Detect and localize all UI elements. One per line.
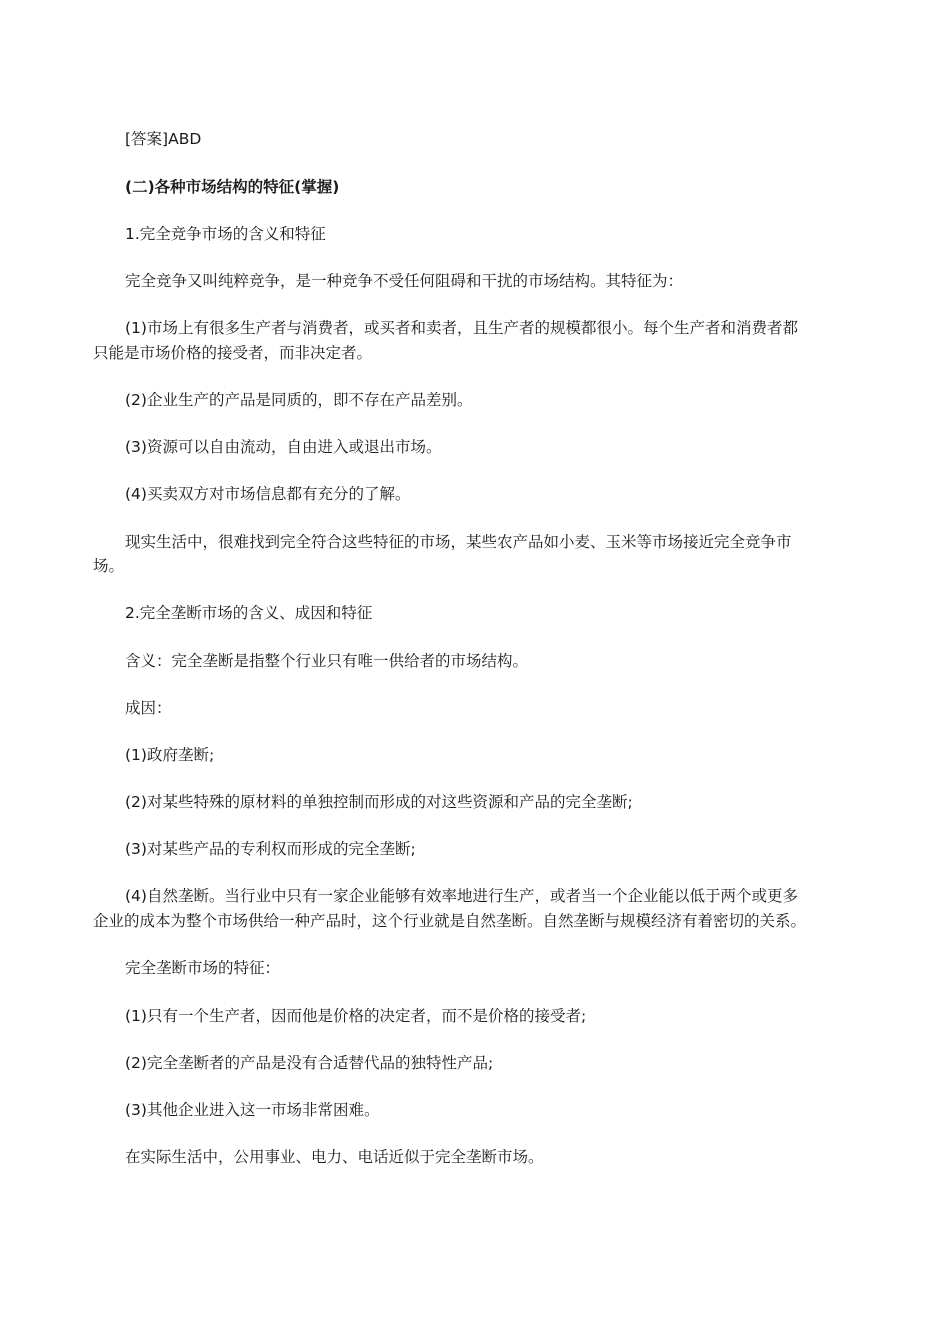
pm-feature-2: (2)完全垄断者的产品是没有合适替代品的独特性产品; bbox=[125, 1054, 494, 1072]
pm-features-label: 完全垄断市场的特征： bbox=[125, 959, 281, 977]
pc-feature-4: (4)买卖双方对市场信息都有充分的了解。 bbox=[125, 485, 411, 503]
pm-cause-2: (2)对某些特殊的原材料的单独控制而形成的对这些资源和产品的完全垄断; bbox=[125, 793, 633, 811]
pm-feature-1: (1)只有一个生产者，因而他是价格的决定者，而不是价格的接受者; bbox=[125, 1007, 587, 1025]
pc-feature-3: (3)资源可以自由流动，自由进入或退出市场。 bbox=[125, 438, 442, 456]
pc-feature-1-line-2: 只能是市场价格的接受者，而非决定者。 bbox=[93, 344, 373, 362]
pc-feature-2: (2)企业生产的产品是同质的，即不存在产品差别。 bbox=[125, 391, 473, 409]
perfect-competition-intro: 完全竞争又叫纯粹竞争，是一种竞争不受任何阻碍和干扰的市场结构。其特征为： bbox=[125, 272, 684, 290]
pc-reality-line-1: 现实生活中，很难找到完全符合这些特征的市场，某些农产品如小麦、玉米等市场接近完全竞争市 bbox=[125, 533, 792, 551]
pm-feature-3: (3)其他企业进入这一市场非常困难。 bbox=[125, 1101, 380, 1119]
perfect-monopoly-title: 2.完全垄断市场的含义、成因和特征 bbox=[125, 604, 373, 622]
perfect-competition-title: 1.完全竞争市场的含义和特征 bbox=[125, 225, 326, 243]
pm-definition: 含义：完全垄断是指整个行业只有唯一供给者的市场结构。 bbox=[125, 652, 529, 670]
answer-line: [答案]ABD bbox=[125, 130, 202, 148]
pc-reality-line-2: 场。 bbox=[93, 557, 125, 575]
pm-cause-1: (1)政府垄断; bbox=[125, 746, 215, 764]
pm-causes-label: 成因： bbox=[125, 699, 172, 717]
pm-cause-4-line-2: 企业的成本为整个市场供给一种产品时，这个行业就是自然垄断。自然垄断与规模经济有着密切的关系。 bbox=[93, 912, 807, 930]
pm-cause-3: (3)对某些产品的专利权而形成的完全垄断; bbox=[125, 840, 416, 858]
section-heading: (二)各种市场结构的特征(掌握) bbox=[125, 178, 340, 196]
pm-cause-4-line-1: (4)自然垄断。当行业中只有一家企业能够有效率地进行生产，或者当一个企业能以低于两个或更多 bbox=[125, 887, 798, 905]
pm-reality: 在实际生活中，公用事业、电力、电话近似于完全垄断市场。 bbox=[125, 1148, 544, 1166]
pc-feature-1-line-1: (1)市场上有很多生产者与消费者，或买者和卖者，且生产者的规模都很小。每个生产者和消费者都 bbox=[125, 319, 798, 337]
